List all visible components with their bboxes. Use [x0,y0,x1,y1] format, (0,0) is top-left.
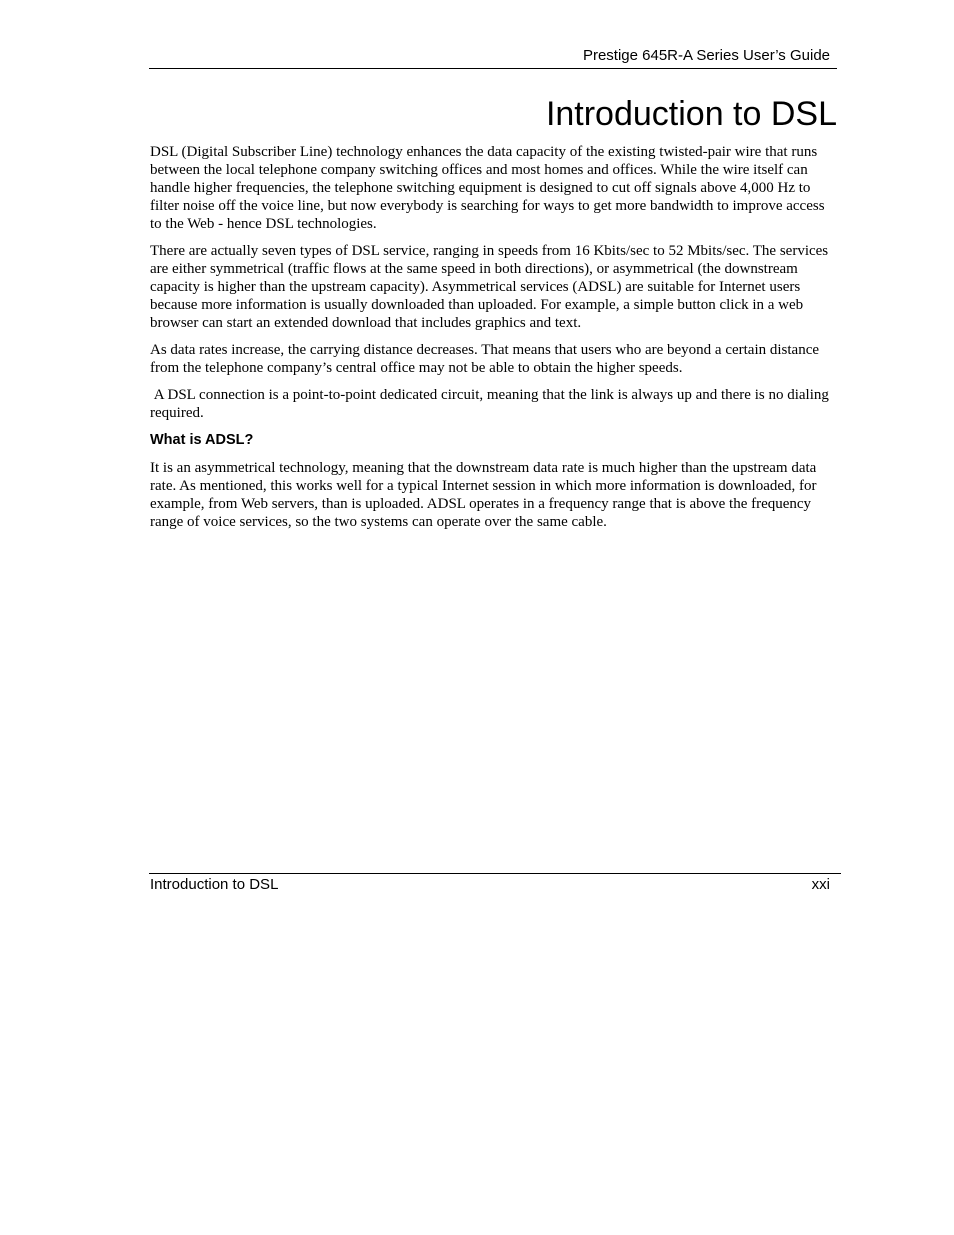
paragraph-dsl-overview: DSL (Digital Subscriber Line) technology enhances the data capacity of the existing twisted-pair wire that runs between the local telephone company switching offices and most homes and offices. While the wire itself can handle higher frequencies, the telephone switching equipment is designed to cut off signals above 4,000 Hz to filter noise off the voice line, but now everybody is searching for ways to get more bandwidth to improve access to the Web - hence DSL technologies. [150,144,825,232]
running-header [149,47,837,69]
chapter-title: Introduction to DSL [545,95,837,133]
section-heading-adsl: What is ADSL? [150,432,254,448]
paragraph-dsl-connection: A DSL connection is a point-to-point dedicated circuit, meaning that the link is always up and there is no dialing required. [150,387,833,421]
running-header-title: Prestige 645R-A Series User’s Guide [582,47,830,64]
body-text [150,143,835,540]
paragraph-dsl-types: There are actually seven types of DSL service, ranging in speeds from 16 Kbits/sec to 52 Mbits/sec. The services are either symmetrical (traffic flows at the same speed in both directions), or asymmetrical (the downstream capacity is higher than the upstream capacity). Asymmetrical services (ADSL) are suitable for Internet users because more information is usually downloaded than uploaded. For example, a simple button click in a web browser can start an extended download that includes graphics and text. [150,243,829,331]
paragraph-data-rates: As data rates increase, the carrying distance decreases. That means that users who are beyond a certain distance from the telephone company’s central office may not be able to obtain the higher speeds. [150,342,820,376]
footer-chapter-name: Introduction to DSL [150,876,279,893]
page-footer [149,873,841,893]
paragraph-adsl: It is an asymmetrical technology, meaning that the downstream data rate is much higher than the upstream data rate. As mentioned, this works well for a typical Internet session in which more information is downloaded, for example, from Web servers, than is uploaded. ADSL operates in a frequency range that is above the frequency range of voice services, so the two systems can operate over the same cable. [150,460,817,530]
footer-page-number: xxi [811,876,830,893]
